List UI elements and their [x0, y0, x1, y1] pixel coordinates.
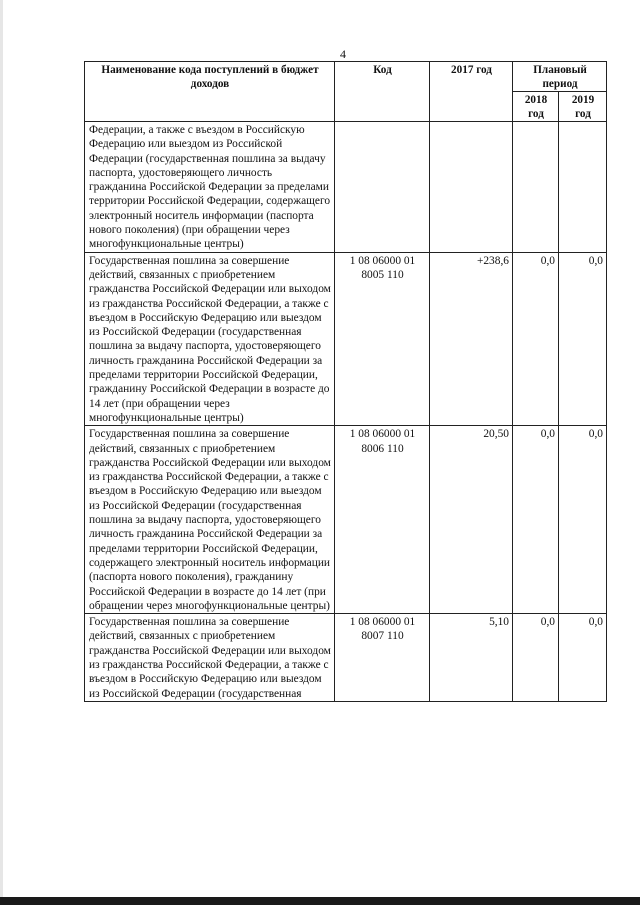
row-value-2019: 0,0 [559, 614, 607, 702]
row-value-2017: 5,10 [430, 614, 513, 702]
row-value-2019: 0,0 [559, 252, 607, 426]
row-value-2019 [559, 122, 607, 253]
header-year-2017: 2017 год [430, 62, 513, 122]
row-value-2018 [513, 122, 559, 253]
row-value-2018: 0,0 [513, 614, 559, 702]
table-row [85, 122, 607, 253]
table-row [85, 252, 607, 426]
row-code: 1 08 06000 01 8006 110 [335, 426, 430, 614]
table-header-row [85, 62, 607, 92]
row-name: Государственная пошлина за совершение действий, связанных с приобретением гражданства Российской Федерации или выходом из гражданства Российской Федерации, а также с въездом в Российскую Федерацию или выездом из Российской Федерации (государственная [85, 614, 335, 702]
row-value-2017: 20,50 [430, 426, 513, 614]
scan-edge-shadow [0, 0, 3, 905]
row-name: Государственная пошлина за совершение действий, связанных с приобретением гражданства Российской Федерации или выходом из гражданства Российской Федерации, а также с въездом в Российскую Федерацию или выездом из Российской Федерации (государственная пошлина за выдачу паспорта, удостоверяющего личность гражданина Российской Федерации за пределами территории Российской Федерации, гражданину Российской Федерации в возрасте до 14 лет (при обращении через многофункциональные центры) [85, 252, 335, 426]
row-code: 1 08 06000 01 8005 110 [335, 252, 430, 426]
row-value-2017: +238,6 [430, 252, 513, 426]
header-code: Код [335, 62, 430, 122]
row-name: Государственная пошлина за совершение действий, связанных с приобретением гражданства Российской Федерации или выходом из гражданства Российской Федерации, а также с въездом в Российскую Федерацию или выездом из Российской Федерации (государственная пошлина за выдачу паспорта, удостоверяющего личность гражданина Российской Федерации за пределами территории Российской Федерации, содержащего электронный носитель информации (паспорта нового поколения), гражданину Российской Федерации в возрасте до 14 лет (при обращении через многофункциональные центры) [85, 426, 335, 614]
header-year-2019: 2019 год [559, 92, 607, 122]
row-value-2017 [430, 122, 513, 253]
row-code [335, 122, 430, 253]
header-year-2018: 2018 год [513, 92, 559, 122]
page-number: 4 [340, 47, 346, 61]
table-row [85, 426, 607, 614]
budget-revenue-table [84, 61, 607, 702]
row-value-2018: 0,0 [513, 252, 559, 426]
row-value-2018: 0,0 [513, 426, 559, 614]
row-name: Федерации, а также с въездом в Российскую Федерацию или выездом из Российской Федерации (государственная пошлина за выдачу паспорта, удостоверяющего личность гражданина Российской Федерации за пределами территории Российской Федерации, содержащего электронный носитель информации (паспорта нового поколения) (при обращении через многофункциональные центры) [85, 122, 335, 253]
row-code: 1 08 06000 01 8007 110 [335, 614, 430, 702]
scan-bottom-edge [0, 897, 640, 905]
header-planned-period: Плановый период [513, 62, 607, 92]
header-name: Наименование кода поступлений в бюджет доходов [85, 62, 335, 122]
table-row [85, 614, 607, 702]
row-value-2019: 0,0 [559, 426, 607, 614]
